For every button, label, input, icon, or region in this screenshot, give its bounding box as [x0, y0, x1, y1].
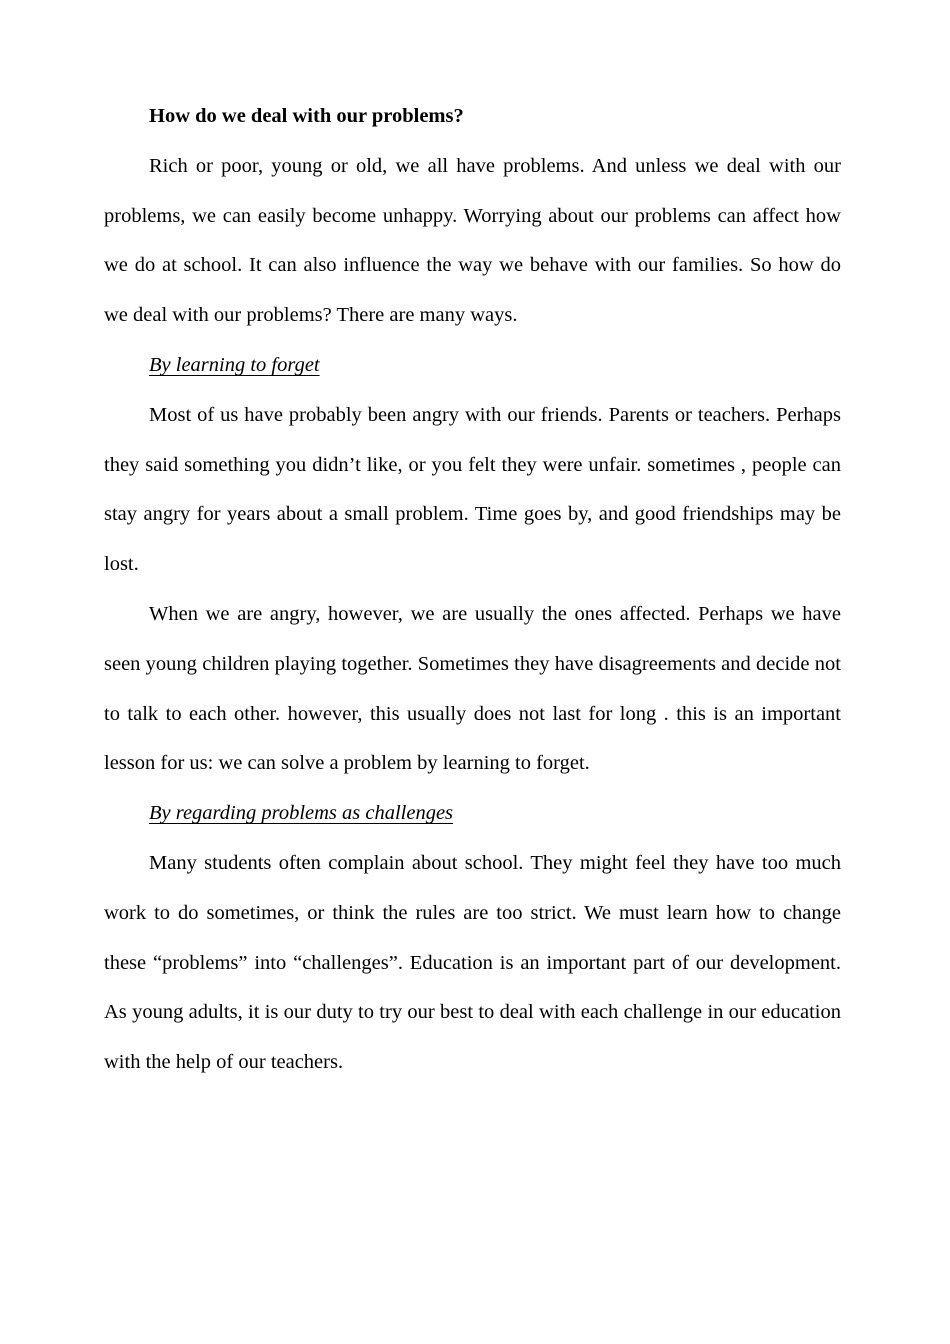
paragraph-usually-affected: When we are angry, however, we are usually the ones affected. Perhaps we have seen young children playing together. Sometimes they have disagreements and decide not to talk to each other. however, this usually does not last for long . this is an important lesson for us: we can solve a problem by learning to forget.: [104, 602, 841, 775]
intro-paragraph: Rich or poor, young or old, we all have problems. And unless we deal with our problems, we can easily become unhappy. Worrying about our problems can affect how we do at school. It can also influence the way we behave with our families. So how do we deal with our problems? There are many ways.: [104, 154, 841, 327]
document-body: [104, 92, 841, 1088]
section-heading-learning-to-forget: [104, 341, 841, 391]
section-heading-text: By regarding problems as challenges: [149, 802, 454, 825]
section-heading-text: By learning to forget: [149, 353, 320, 376]
section-heading-problems-as-challenges: [104, 789, 841, 839]
paragraph-complain-about-school: Many students often complain about school. They might feel they have too much work to do sometimes, or think the rules are too strict. We must learn how to change these “problems” into “challenges”. Education is an important part of our development. As young adults, it is our duty to try our best to deal with each challenge in our education with the help of our teachers.: [104, 851, 841, 1074]
document-title: How do we deal with our problems?: [149, 105, 464, 127]
paragraph-angry-friends: Most of us have probably been angry with our friends. Parents or teachers. Perhaps they said something you didn’t like, or you felt they were unfair. sometimes , people can stay angry for years about a small problem. Time goes by, and good friendships may be lost.: [104, 403, 841, 576]
